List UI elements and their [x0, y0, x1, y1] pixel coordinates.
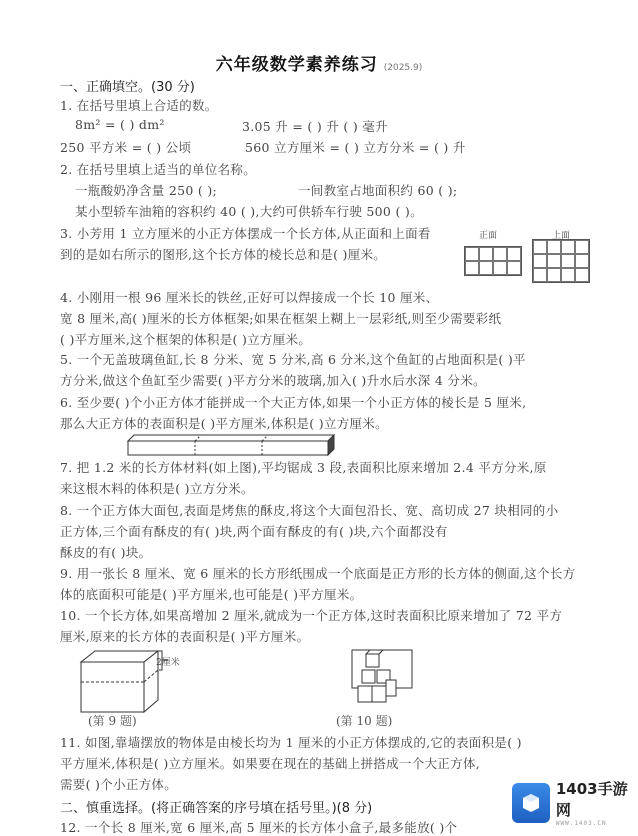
q1-row1a: 8m² = ( ) dm² [75, 117, 165, 132]
watermark-url: WWW.1403.CN [555, 820, 607, 827]
q6-line1: 6. 至少要( )个小正方体才能拼成一个大正方体,如果一个小正方体的棱长是 5 厘米, [60, 395, 527, 410]
q11-line3: 需要( )个小正方体。 [60, 777, 178, 792]
q3-top-label: 上面 [552, 231, 571, 241]
q6-line2: 那么大正方体的表面积是( )平方厘米,体积是( )立方厘米。 [60, 416, 388, 431]
q9-line2: 体的底面积可能是( )平方厘米,也可能是( )平方厘米。 [60, 587, 363, 602]
q1-row1b: 3.05 升 = ( ) 升 ( ) 毫升 [242, 119, 388, 134]
q7-line1: 7. 把 1.2 米的长方体材料(如上图),平均锯成 3 段,表面积比原来增加 2.4 平方分米,原 [60, 460, 547, 475]
q4-line3: ( )平方厘米,这个框架的体积是( )立方厘米。 [60, 332, 312, 347]
section-1-heading: 一、正确填空。(30 分) [60, 80, 195, 95]
q5-line1: 5. 一个无盖玻璃鱼缸,长 8 分米、宽 5 分米,高 6 分米,这个鱼缸的占地面积是( )平 [60, 352, 526, 367]
q8-line3: 酥皮的有( )块。 [60, 545, 152, 560]
q2-row1a: 一瓶酸奶净含量 250 ( ); [75, 183, 218, 198]
q3-line2: 到的是如右所示的图形,这个长方体的棱长总和是( )厘米。 [60, 247, 387, 262]
q3-front-view-grid [464, 246, 522, 276]
q11-line2: 平方厘米,体积是( )立方厘米。如果要在现在的基础上拼搭成一个大正方体, [60, 756, 480, 771]
q9-figure-caption: (第 9 题) [88, 714, 137, 728]
q3-top-view-grid [532, 239, 590, 283]
q1-row2a: 250 平方米 = ( ) 公顷 [60, 140, 192, 155]
q5-line2: 方分米,做这个鱼缸至少需要( )平方分米的玻璃,加入( )升水后水深 4 分米。 [60, 373, 486, 388]
q7-cuboid-figure [126, 433, 338, 457]
q10-stacked-cubes-figure [350, 648, 416, 708]
cube-icon [512, 783, 550, 823]
q7-line2: 来这根木料的体积是( )立方分米。 [60, 481, 254, 496]
q12-line1: 12. 一个长 8 厘米,宽 6 厘米,高 5 厘米的长方体小盒子,最多能放( )个 [60, 820, 458, 835]
q9-line1: 9. 用一张长 8 厘米、宽 6 厘米的长方形纸围成一个底面是正方形的长方体的侧面,这个长方 [60, 566, 576, 581]
q3-front-label: 正面 [479, 231, 498, 241]
q2-prompt: 2. 在括号里填上适当的单位名称。 [60, 162, 257, 177]
q10-line1: 10. 一个长方体,如果高增加 2 厘米,就成为一个正方体,这时表面积比原来增加了 72 平方 [60, 608, 563, 623]
q4-line2: 宽 8 厘米,高( )厘米的长方体框架;如果在框架上糊上一层彩纸,则至少需要彩纸 [60, 311, 502, 326]
q10-figure-caption: (第 10 题) [336, 714, 393, 728]
q2-row1b: 一间教室占地面积约 60 ( ); [298, 183, 458, 198]
q11-line1: 11. 如图,靠墙摆放的物体是由棱长均为 1 厘米的小正方体摆成的,它的表面积是( ) [60, 735, 522, 750]
title-date: (2025.9) [383, 63, 423, 73]
q4-line1: 4. 小刚用一根 96 厘米长的铁丝,正好可以焊接成一个长 10 厘米、 [60, 290, 439, 305]
q3-line1: 3. 小芳用 1 立方厘米的小正方体摆成一个长方体,从正面和上面看 [60, 226, 431, 241]
q8-line2: 正方体,三个面有酥皮的有( )块,两个面有酥皮的有( )块,六个面都没有 [60, 524, 448, 539]
worksheet-title [0, 50, 638, 75]
q9-figure-label: 2厘米 [156, 658, 180, 668]
q10-line2: 厘米,原来的长方体的表面积是( )平方厘米。 [60, 629, 310, 644]
q8-line1: 8. 一个正方体大面包,表面是烤焦的酥皮,将这个大面包沿长、宽、高切成 27 块相同的小 [60, 503, 559, 518]
q2-row2: 某小型轿车油箱的容积约 40 ( ),大约可供轿车行驶 500 ( )。 [75, 204, 423, 219]
section-2-heading: 二、慎重选择。(将正确答案的序号填在括号里。)(8 分) [60, 801, 373, 816]
watermark-name: 1403手游网 [555, 780, 628, 819]
title-text: 六年级数学素养练习 [215, 55, 378, 75]
q1-row2b: 560 立方厘米 = ( ) 立方分米 = ( ) 升 [245, 140, 466, 155]
watermark-logo [512, 778, 638, 827]
q1-prompt: 1. 在括号里填上合适的数。 [60, 98, 218, 113]
